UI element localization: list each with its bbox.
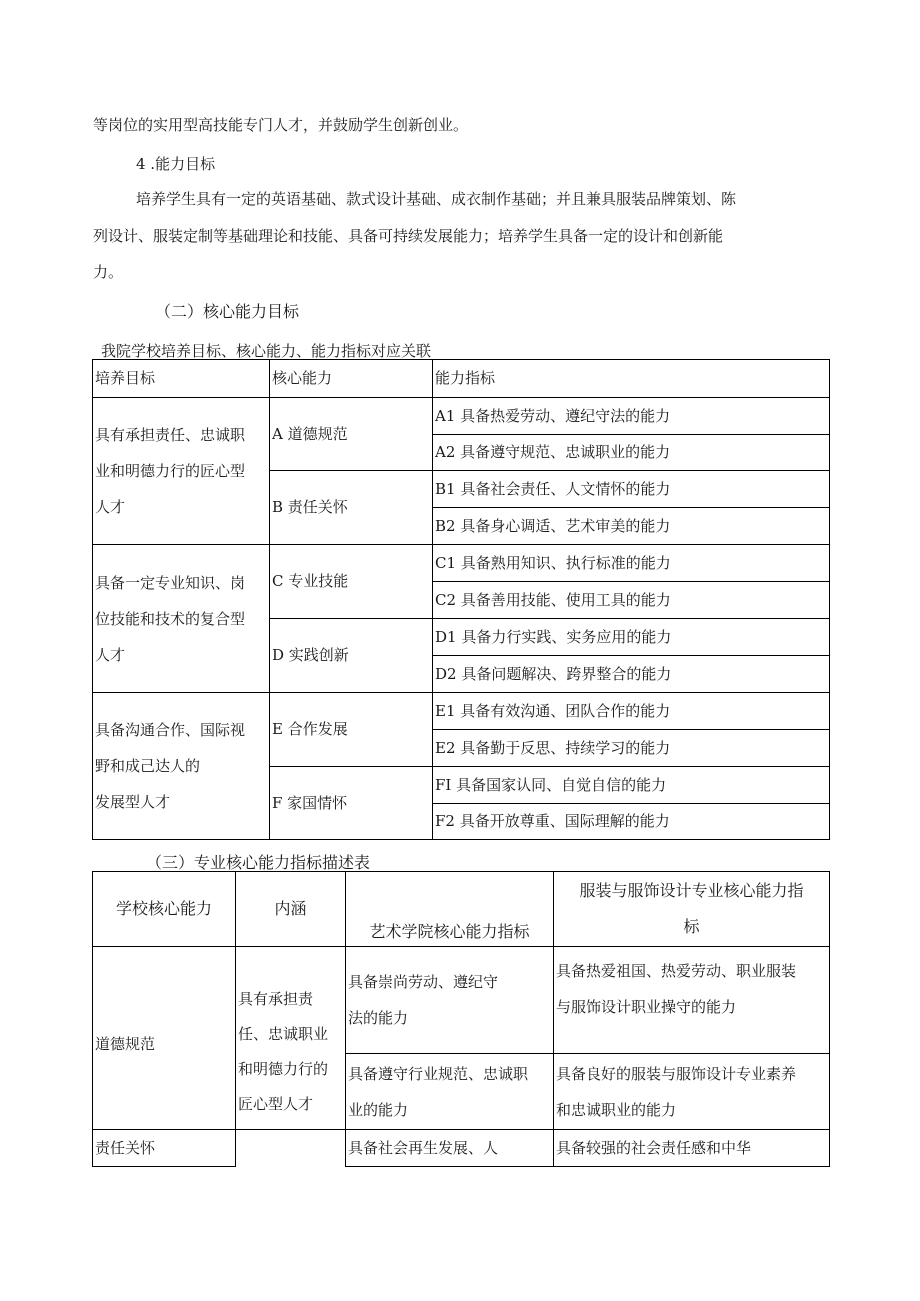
major-indicator-3: 具备较强的社会责任感和中华 [554, 1130, 830, 1167]
indicator-f1: FI 具备国家认同、自觉自信的能力 [433, 767, 830, 804]
indicator-c1: C1 具备熟用知识、执行标准的能力 [433, 545, 830, 582]
indicator-d1: D1 具备力行实践、实务应用的能力 [433, 619, 830, 656]
major-indicator-1: 具备热爱祖国、热爱劳动、职业服装 与服饰设计职业操守的能力 [554, 947, 830, 1054]
indicator-a1: A1 具备热爱劳动、遵纪守法的能力 [433, 398, 830, 435]
indicator-b1: B1 具备社会责任、人文情怀的能力 [433, 471, 830, 508]
goal-ability-table [92, 359, 830, 840]
goal-cell-2: 具备一定专业知识、岗 位技能和技术的复合型 人才 [93, 545, 270, 693]
table1-header-ability: 核心能力 [270, 360, 433, 398]
art-indicator-3: 具备社会再生发展、人 [346, 1130, 554, 1167]
ability-cell-f: F 家国情怀 [270, 767, 433, 840]
table2-header-connotation: 内涵 [236, 872, 346, 947]
table2-header-major-indicator: 服装与服饰设计专业核心能力指 标 [554, 872, 830, 947]
table-row [93, 1130, 830, 1167]
table-row [93, 947, 830, 1054]
indicator-c2: C2 具备善用技能、使用工具的能力 [433, 582, 830, 619]
art-indicator-2: 具备遵守行业规范、忠诚职 业的能力 [346, 1054, 554, 1130]
indicator-a2: A2 具备遵守规范、忠诚职业的能力 [433, 435, 830, 471]
major-ability-table [92, 871, 830, 1167]
section-4-line-3: 力。 [93, 263, 124, 281]
goal-cell-3: 具备沟通合作、国际视 野和成己达人的 发展型人才 [93, 693, 270, 840]
ability-cell-c: C 专业技能 [270, 545, 433, 619]
ability-cell-d: D 实践创新 [270, 619, 433, 693]
goal-cell-1: 具有承担责任、忠诚职 业和明德力行的匠心型 人才 [93, 398, 270, 545]
indicator-e2: E2 具备勤于反思、持续学习的能力 [433, 730, 830, 767]
ability-cell-e: E 合作发展 [270, 693, 433, 767]
art-indicator-1: 具备崇尚劳动、遵纪守 法的能力 [346, 947, 554, 1054]
intro-continuation-line: 等岗位的实用型高技能专门人才，并鼓励学生创新创业。 [93, 116, 469, 134]
indicator-d2: D2 具备问题解决、跨界整合的能力 [433, 656, 830, 693]
table-row [93, 545, 830, 582]
ability-cell-b: B 责任关怀 [270, 471, 433, 545]
indicator-f2: F2 具备开放尊重、国际理解的能力 [433, 804, 830, 840]
major-indicator-2: 具备良好的服装与服饰设计专业素养 和忠诚职业的能力 [554, 1054, 830, 1130]
table2-header-art-indicator: 艺术学院核心能力指标 [346, 872, 554, 947]
connotation-cell: 具有承担责 任、忠诚职业 和明德力行的 匠心型人才 [236, 947, 346, 1130]
indicator-b2: B2 具备身心调适、艺术审美的能力 [433, 508, 830, 545]
core-ability-heading: （二）核心能力目标 [155, 302, 300, 321]
section-4-line-1: 培养学生具有一定的英语基础、款式设计基础、成衣制作基础；并且兼具服装品牌策划、陈 [136, 190, 737, 208]
table1-caption: 我院学校培养目标、核心能力、能力指标对应关联 [101, 342, 432, 360]
section-4-heading: 4 .能力目标 [136, 155, 216, 173]
table-row [93, 398, 830, 435]
table1-header-indicator: 能力指标 [433, 360, 830, 398]
table2-header-row [93, 872, 830, 947]
table2-caption: （三）专业核心能力指标描述表 [146, 853, 371, 872]
empty-cell [236, 1130, 346, 1167]
section-4-line-2: 列设计、服装定制等基础理论和技能、具备可持续发展能力；培养学生具备一定的设计和创新能 [93, 227, 724, 245]
table2-header-core: 学校核心能力 [93, 872, 236, 947]
table1-header-row [93, 360, 830, 398]
table1-header-goal: 培养目标 [93, 360, 270, 398]
ability-cell-a: A 道德规范 [270, 398, 433, 471]
core-moral-cell: 道德规范 [93, 947, 236, 1130]
table-row [93, 693, 830, 730]
core-responsibility-cell: 责任关怀 [93, 1130, 236, 1167]
indicator-e1: E1 具备有效沟通、团队合作的能力 [433, 693, 830, 730]
